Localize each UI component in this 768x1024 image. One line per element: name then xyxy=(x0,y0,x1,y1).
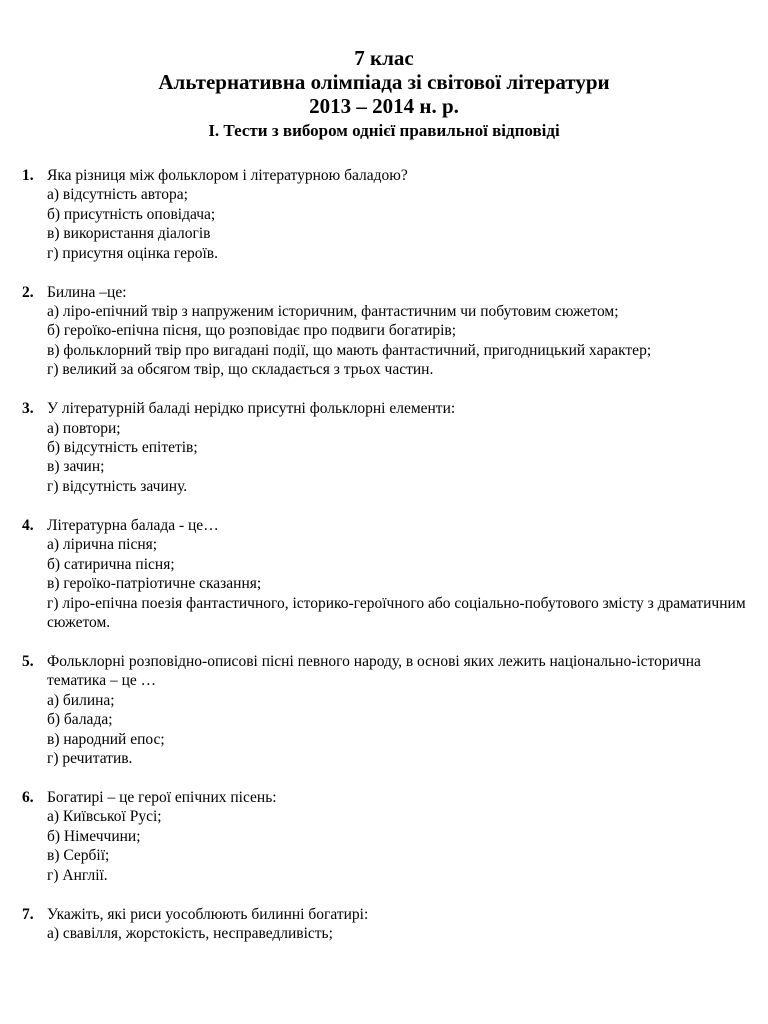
school-year: 2013 – 2014 н. р. xyxy=(309,94,459,118)
document-header xyxy=(0,46,768,142)
answer-option: г) присутня оцінка героїв. xyxy=(47,244,218,262)
answer-option: б) присутність оповідача; xyxy=(47,205,216,223)
answer-option: г) Англії. xyxy=(47,866,108,884)
answer-option: а) свавілля, жорстокість, несправедливість; xyxy=(47,924,333,942)
answer-option: б) героїко-епічна пісня, що розповідає про подвиги богатирів; xyxy=(47,322,457,340)
question-number: 1. xyxy=(22,167,34,184)
answer-option: а) ліро-епічний твір з напруженим історичним, фантастичним чи побутовим сюжетом; xyxy=(47,303,619,321)
answer-option: в) використання діалогів xyxy=(47,225,211,243)
answer-option: а) лірична пісня; xyxy=(47,536,158,554)
question-text: Укажіть, які риси уособлюють билинні богатирі: xyxy=(47,905,369,923)
question-number: 3. xyxy=(22,400,34,418)
answer-option: а) билина; xyxy=(47,691,115,709)
answer-option: а) Київської Русі; xyxy=(47,808,162,826)
question-text: Фольклорні розповідно-описові пісні певного народу, в основі яких лежить національно-історична тематика – це … xyxy=(47,652,701,690)
question-text: Літературна балада - це… xyxy=(47,516,219,534)
answer-option: б) балада; xyxy=(47,711,113,729)
answer-option: б) сатирична пісня; xyxy=(47,555,175,573)
question-3 xyxy=(22,399,752,496)
question-number: 2. xyxy=(22,283,34,301)
question-text: Богатирі – це герої епічних пісень: xyxy=(47,788,277,806)
answer-option: г) речитатив. xyxy=(47,749,133,767)
question-number: 6. xyxy=(22,788,34,806)
question-list xyxy=(22,166,752,963)
question-7 xyxy=(22,905,752,944)
question-1 xyxy=(22,166,752,263)
question-text: Билина –це: xyxy=(47,283,127,301)
answer-option: б) відсутність епітетів; xyxy=(47,439,198,457)
question-number: 5. xyxy=(22,652,34,670)
question-number: 7. xyxy=(22,905,34,923)
question-6 xyxy=(22,788,752,885)
question-2 xyxy=(22,283,752,380)
section-title: І. Тести з вибором однієї правильної відповіді xyxy=(208,121,560,140)
answer-option: г) відсутність зачину. xyxy=(47,477,188,495)
answer-option: в) зачин; xyxy=(47,458,105,476)
answer-option: б) Німеччини; xyxy=(47,827,141,845)
answer-option: в) фольклорний твір про вигадані події, що мають фантастичний, пригодницький характер; xyxy=(47,341,652,359)
answer-option: в) Сербії; xyxy=(47,847,110,865)
answer-option: г) великий за обсягом твір, що складається з трьох частин. xyxy=(47,361,434,379)
answer-option: в) народний епос; xyxy=(47,730,165,748)
answer-option: а) повтори; xyxy=(47,419,121,437)
question-number: 4. xyxy=(22,516,34,534)
answer-option: в) героїко-патріотичне сказання; xyxy=(47,575,262,593)
answer-option: а) відсутність автора; xyxy=(47,186,188,204)
grade-title: 7 клас xyxy=(354,46,414,70)
question-4 xyxy=(22,516,752,632)
question-5 xyxy=(22,652,752,768)
olympiad-title: Альтернативна олімпіада зі світової літератури xyxy=(158,70,610,94)
question-text: Яка різниця між фольклором і літературною баладою? xyxy=(47,167,408,184)
question-text: У літературній баладі нерідко присутні фольклорні елементи: xyxy=(47,400,456,418)
answer-option: г) ліро-епічна поезія фантастичного, історико-героїчного або соціально-побутового змісту з драматичним сюжетом. xyxy=(47,594,746,631)
